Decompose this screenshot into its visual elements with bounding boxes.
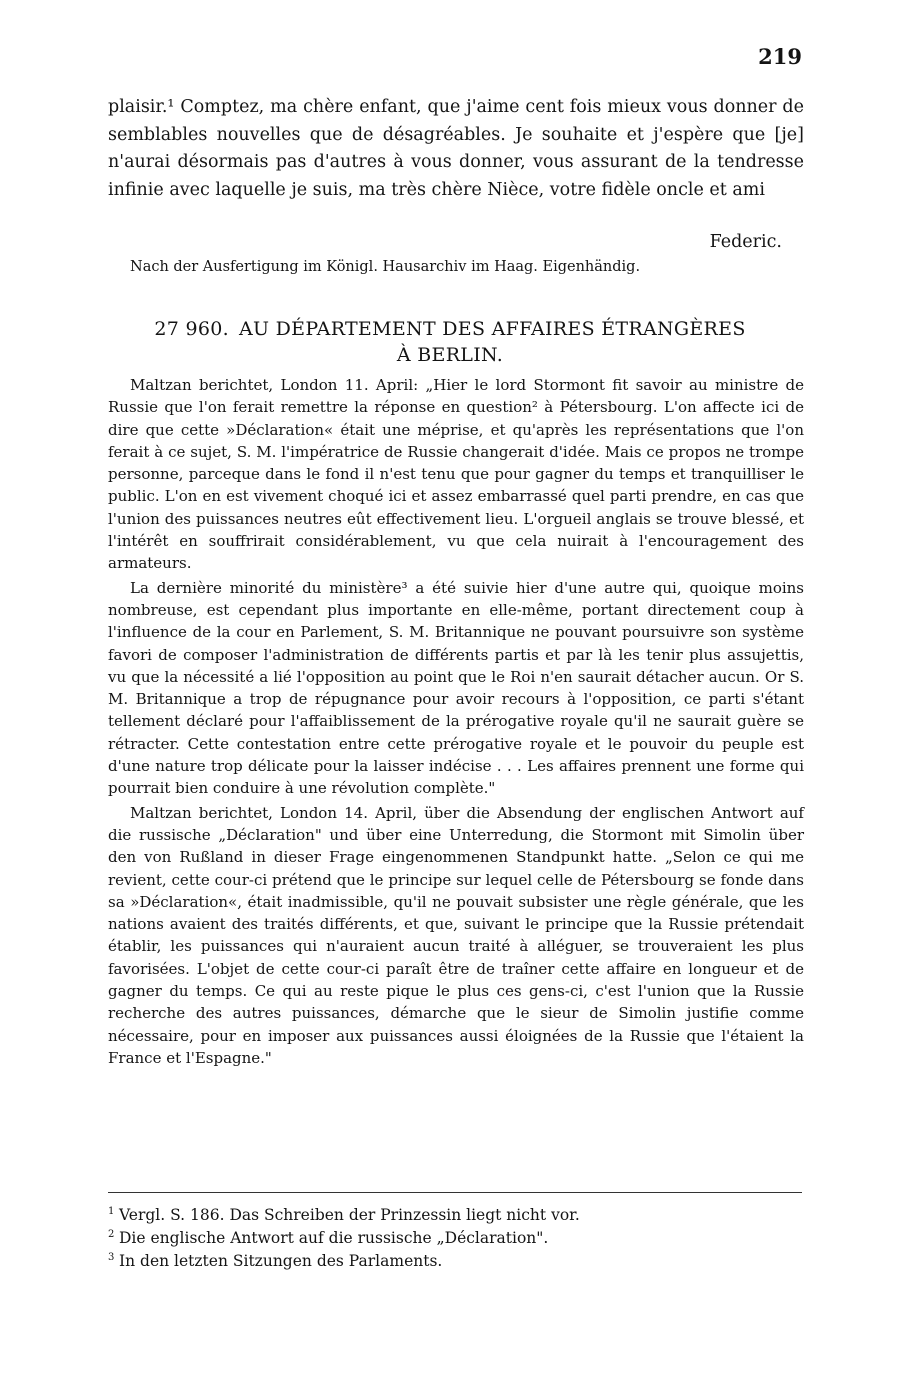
footnote xyxy=(108,1227,802,1250)
footnote-text: In den letzten Sitzungen des Parlaments. xyxy=(119,1252,443,1270)
source-note: Nach der Ausfertigung im Königl. Hausarchiv im Haag. Eigenhändig. xyxy=(130,259,641,275)
body-paragraph: Maltzan berichtet, London 11. April: „Hier le lord Stormont fit savoir au ministre de Russie que l'on ferait remettre la réponse en question² à Pétersbourg. L'on affecte ici de dire que cette »Déclaration« était une méprise, et qu'après les représentations que l'on ferait à ce sujet, S. M. l'impératrice de Russie changerait d'idée. Mais ce propos ne trompe personne, parceque dans le fond il n'est tenu que pour gagner du temps et tranquilliser le public. L'on en est vivement choqué ici et assez embarrassé quel parti prendre, en cas que l'union des puissances neutres eût effectivement lieu. L'orgueil anglais se trouve blessé, et l'intérêt en souffrirait considérablement, vu que cela nuirait à l'encouragement des armateurs. xyxy=(108,376,804,573)
heading-line-1 xyxy=(0,316,900,342)
heading-line-2: À BERLIN. xyxy=(396,344,504,366)
footnote xyxy=(108,1204,802,1227)
footnote-text: Die englische Antwort auf die russische „Déclaration". xyxy=(119,1229,549,1247)
footnote-mark: 1 xyxy=(108,1206,115,1217)
footnote-mark: 2 xyxy=(108,1229,115,1240)
footnote-divider xyxy=(108,1192,802,1193)
opening-paragraph: plaisir.¹ Comptez, ma chère enfant, que j'aime cent fois mieux vous donner de semblables nouvelles que de désagréables. Je souhaite et j'espère que [je] n'aurai désormais pas d'autres à vous donner, vous assurant de la tendresse infinie avec laquelle je suis, ma très chère Nièce, votre fidèle oncle et ami xyxy=(108,97,804,200)
footnote-mark: 3 xyxy=(108,1252,115,1263)
footnote-text: Vergl. S. 186. Das Schreiben der Prinzessin liegt nicht vor. xyxy=(119,1206,580,1224)
body-paragraph: La dernière minorité du ministère³ a été suivie hier d'une autre qui, quoique moins nombreuse, est cependant plus importante en elle-même, portant directement coup à l'influence de la cour en Parlement, S. M. Britannique ne pouvant poursuivre son système favori de composer l'administration de différents partis et par là les tenir plus assujettis, vu que la nécessité a lié l'opposition au point que le Roi n'en saurait détacher aucun. Or S. M. Britannique a trop de répugnance pour avoir recours à l'opposition, ce parti s'étant tellement déclaré pour l'affaiblissement de la prérogative royale qu'il ne saurait guère se rétracter. Cette contestation entre cette prérogative royale et le pouvoir du peuple est d'une nature trop délicate pour la laisser indécise . . . Les affaires prennent une forme qui pourrait bien conduire à une révolution complète." xyxy=(108,578,804,798)
document-number: 27 960. xyxy=(154,318,229,340)
footnotes xyxy=(108,1204,802,1273)
document-heading xyxy=(0,316,900,368)
report-body xyxy=(108,374,804,1071)
body-paragraph: Maltzan berichtet, London 14. April, über die Absendung der englischen Antwort auf die russische „Déclaration" und über eine Unterredung, die Stormont mit Simolin über den von Rußland in dieser Frage eingenommenen Standpunkt hatte. „Selon ce qui me revient, cette cour-ci prétend que le principe sur lequel celle de Pétersbourg se fonde dans sa »Déclaration«, était inadmissible, qu'il ne pouvait subsister une règle générale, que les nations avaient des traités différents, et que, suivant le principe que la Russie prétendait établir, les puissances qui n'auraient aucun traité à alléguer, se trouveraient les plus favorisées. L'objet de cette cour-ci paraît être de traîner cette affaire en longueur et de gagner du temps. Ce qui au reste pique le plus ces gens-ci, c'est l'union que la Russie recherche des autres puissances, démarche que le sieur de Simolin justifie comme nécessaire, pour en imposer aux puissances aussi éloignées de la Russie que l'étaient la France et l'Espagne." xyxy=(108,803,804,1067)
signature: Federic. xyxy=(709,232,782,252)
heading-title: AU DÉPARTEMENT DES AFFAIRES ÉTRANGÈRES xyxy=(238,318,746,340)
page-number: 219 xyxy=(758,44,802,69)
footnote xyxy=(108,1250,802,1273)
